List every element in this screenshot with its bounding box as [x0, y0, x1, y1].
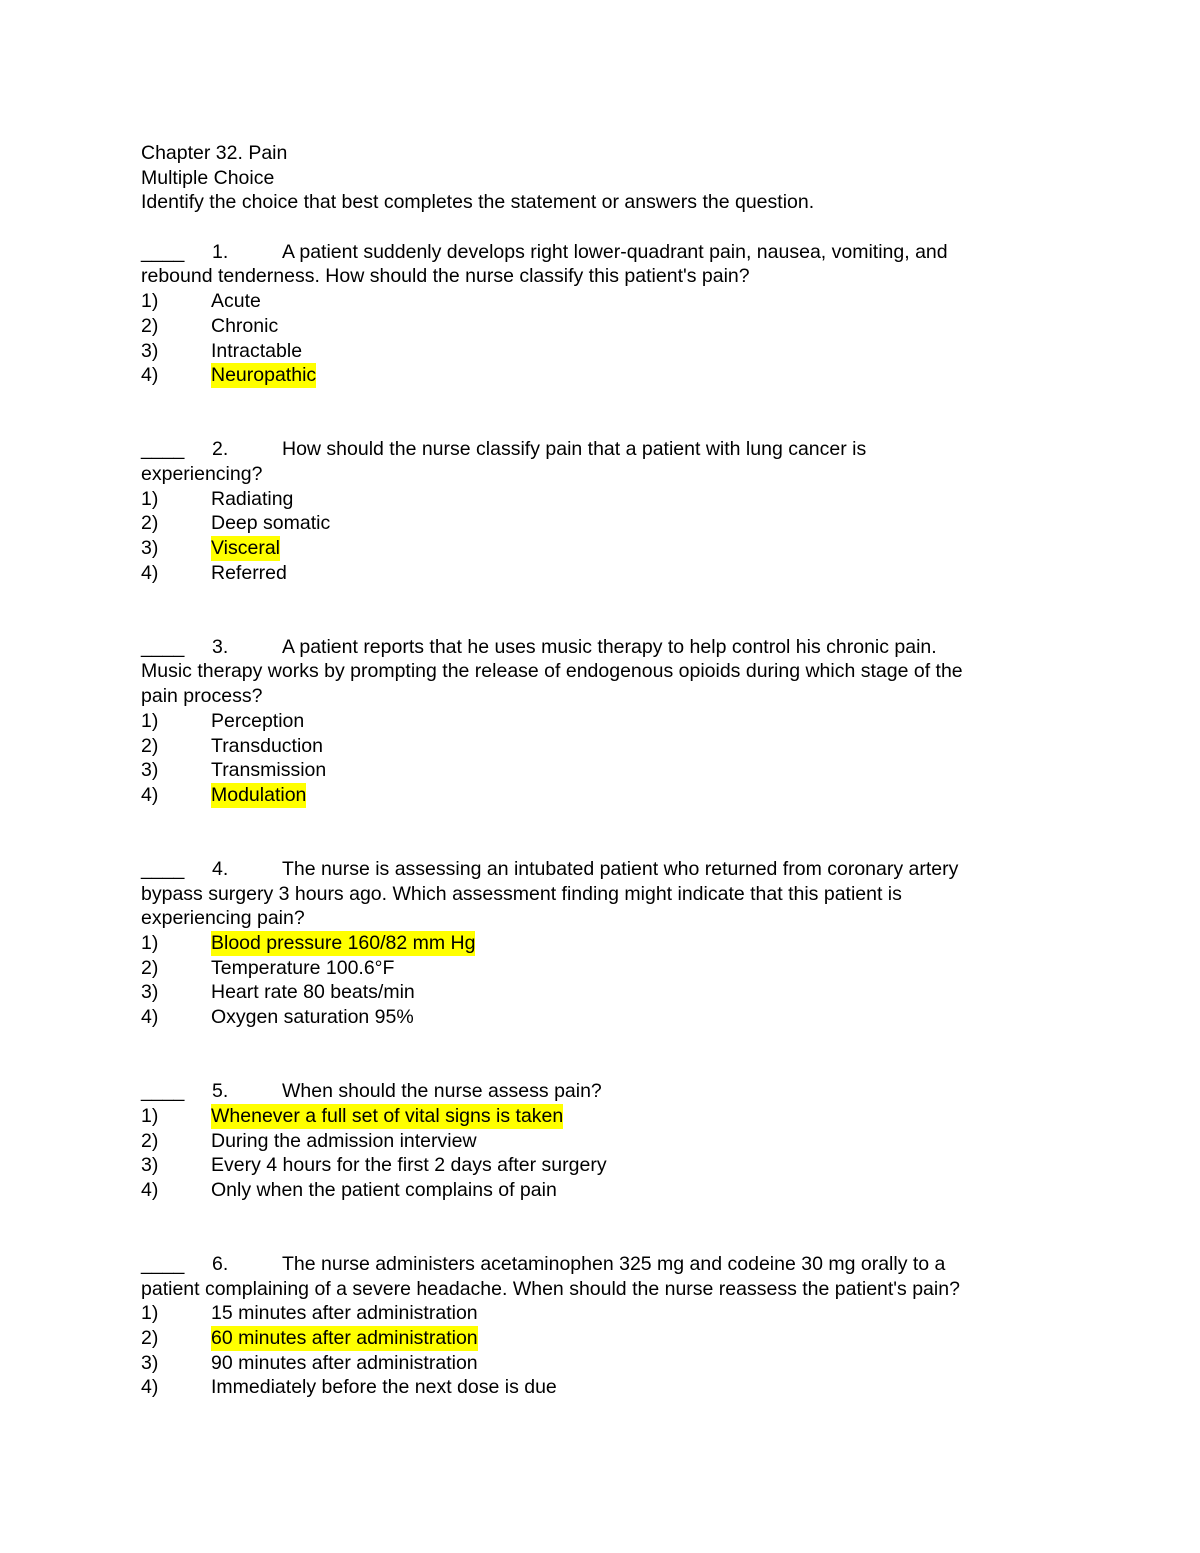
option-text: Oxygen saturation 95%	[211, 1006, 414, 1029]
spacer	[141, 585, 1061, 634]
question-text-continued: bypass surgery 3 hours ago. Which assessment finding might indicate that this patient is	[141, 882, 902, 905]
answer-blank: ____	[141, 1080, 185, 1103]
answer-option	[141, 709, 1061, 734]
option-number: 1)	[141, 1302, 159, 1325]
option-text: Radiating	[211, 487, 294, 510]
answer-option	[141, 536, 1061, 561]
spacer	[141, 808, 1061, 857]
option-text: Temperature 100.6°F	[211, 956, 395, 979]
option-text: 15 minutes after administration	[211, 1302, 478, 1325]
question-number: 5.	[212, 1080, 229, 1103]
question-5	[141, 1079, 1061, 1202]
question-text: The nurse administers acetaminophen 325 mg and codeine 30 mg orally to a	[282, 1253, 946, 1276]
question-text: How should the nurse classify pain that a patient with lung cancer is	[282, 438, 867, 461]
option-number: 2)	[141, 1129, 159, 1152]
option-number: 3)	[141, 1351, 159, 1374]
highlighted-answer-text: Neuropathic	[211, 364, 317, 387]
option-text: Only when the patient complains of pain	[211, 1178, 557, 1201]
option-number: 4)	[141, 364, 159, 387]
answer-option	[141, 487, 1061, 512]
answer-option	[141, 1301, 1061, 1326]
question-stem-line	[141, 437, 1061, 462]
document-page	[141, 141, 1061, 1400]
option-number: 3)	[141, 759, 159, 782]
question-number: 3.	[212, 635, 229, 658]
answer-blank: ____	[141, 635, 185, 658]
question-text-continued: experiencing pain?	[141, 907, 305, 930]
answer-option	[141, 339, 1061, 364]
question-3	[141, 635, 1061, 808]
highlighted-answer-text: 60 minutes after administration	[211, 1327, 478, 1350]
answer-blank: ____	[141, 1253, 185, 1276]
highlighted-answer-text: Modulation	[211, 783, 307, 806]
spacer	[141, 388, 1061, 437]
question-text-continued: rebound tenderness. How should the nurse classify this patient's pain?	[141, 265, 750, 288]
option-number: 3)	[141, 537, 159, 560]
option-number: 3)	[141, 981, 159, 1004]
answer-option	[141, 980, 1061, 1005]
answer-option	[141, 734, 1061, 759]
highlighted-answer-text: Blood pressure 160/82 mm Hg	[211, 932, 476, 955]
option-text: Every 4 hours for the first 2 days after surgery	[211, 1154, 607, 1177]
question-text: When should the nurse assess pain?	[282, 1080, 602, 1103]
answer-option	[141, 1005, 1061, 1030]
answer-option	[141, 511, 1061, 536]
option-text: 90 minutes after administration	[211, 1351, 478, 1374]
answer-option	[141, 1104, 1061, 1129]
option-text: Chronic	[211, 314, 279, 337]
question-stem-line	[141, 635, 1061, 660]
question-text: The nurse is assessing an intubated patient who returned from coronary artery	[282, 857, 959, 880]
question-text: A patient suddenly develops right lower-quadrant pain, nausea, vomiting, and	[282, 240, 948, 263]
answer-option	[141, 1375, 1061, 1400]
option-number: 4)	[141, 561, 159, 584]
section-title: Multiple Choice	[141, 166, 275, 189]
option-text: Heart rate 80 beats/min	[211, 981, 415, 1004]
option-text: Immediately before the next dose is due	[211, 1376, 557, 1399]
question-stem-line	[141, 1252, 1061, 1277]
question-6	[141, 1252, 1061, 1400]
question-4	[141, 857, 1061, 1030]
answer-option	[141, 561, 1061, 586]
option-number: 4)	[141, 1178, 159, 1201]
answer-option	[141, 758, 1061, 783]
question-text-continued: pain process?	[141, 685, 263, 708]
option-number: 4)	[141, 1006, 159, 1029]
answer-option	[141, 1129, 1061, 1154]
option-number: 1)	[141, 932, 159, 955]
option-number: 2)	[141, 512, 159, 535]
highlighted-answer-text: Visceral	[211, 537, 281, 560]
question-2	[141, 437, 1061, 585]
option-number: 1)	[141, 487, 159, 510]
option-number: 2)	[141, 314, 159, 337]
answer-option	[141, 1351, 1061, 1376]
question-number: 2.	[212, 438, 229, 461]
question-text-continued: experiencing?	[141, 462, 263, 485]
question-text: A patient reports that he uses music therapy to help control his chronic pain.	[282, 635, 937, 658]
chapter-title: Chapter 32. Pain	[141, 142, 288, 164]
answer-option	[141, 931, 1061, 956]
answer-blank: ____	[141, 438, 185, 461]
question-list	[141, 240, 1061, 1400]
option-text: Deep somatic	[211, 512, 331, 535]
answer-blank: ____	[141, 857, 185, 880]
option-number: 1)	[141, 709, 159, 732]
option-text: Perception	[211, 709, 305, 732]
instructions: Identify the choice that best completes the statement or answers the question.	[141, 191, 815, 214]
answer-option	[141, 1326, 1061, 1351]
spacer	[141, 215, 1061, 240]
question-number: 6.	[212, 1253, 229, 1276]
option-number: 4)	[141, 1376, 159, 1399]
option-number: 2)	[141, 1327, 159, 1350]
option-number: 3)	[141, 1154, 159, 1177]
option-number: 3)	[141, 339, 159, 362]
option-text: Intractable	[211, 339, 303, 362]
question-stem-line	[141, 1079, 1061, 1104]
option-text: Acute	[211, 290, 261, 313]
question-stem-line	[141, 857, 1061, 882]
question-text-continued: Music therapy works by prompting the release of endogenous opioids during which stage of the	[141, 660, 963, 683]
option-number: 1)	[141, 1104, 159, 1127]
option-text: Transduction	[211, 734, 324, 757]
spacer	[141, 1203, 1061, 1252]
answer-blank: ____	[141, 240, 185, 263]
answer-option	[141, 1153, 1061, 1178]
answer-option	[141, 363, 1061, 388]
spacer	[141, 1030, 1061, 1079]
answer-option	[141, 289, 1061, 314]
option-number: 1)	[141, 290, 159, 313]
answer-option	[141, 956, 1061, 981]
question-stem-line	[141, 240, 1061, 265]
option-text: During the admission interview	[211, 1129, 477, 1152]
option-number: 2)	[141, 956, 159, 979]
option-number: 4)	[141, 783, 159, 806]
option-text: Referred	[211, 561, 287, 584]
question-number: 1.	[212, 240, 229, 263]
option-text: Transmission	[211, 759, 327, 782]
answer-option	[141, 783, 1061, 808]
question-1	[141, 240, 1061, 388]
answer-option	[141, 314, 1061, 339]
highlighted-answer-text: Whenever a full set of vital signs is taken	[211, 1104, 564, 1127]
question-number: 4.	[212, 857, 229, 880]
question-text-continued: patient complaining of a severe headache. When should the nurse reassess the patient's pain?	[141, 1277, 960, 1300]
answer-option	[141, 1178, 1061, 1203]
option-number: 2)	[141, 734, 159, 757]
